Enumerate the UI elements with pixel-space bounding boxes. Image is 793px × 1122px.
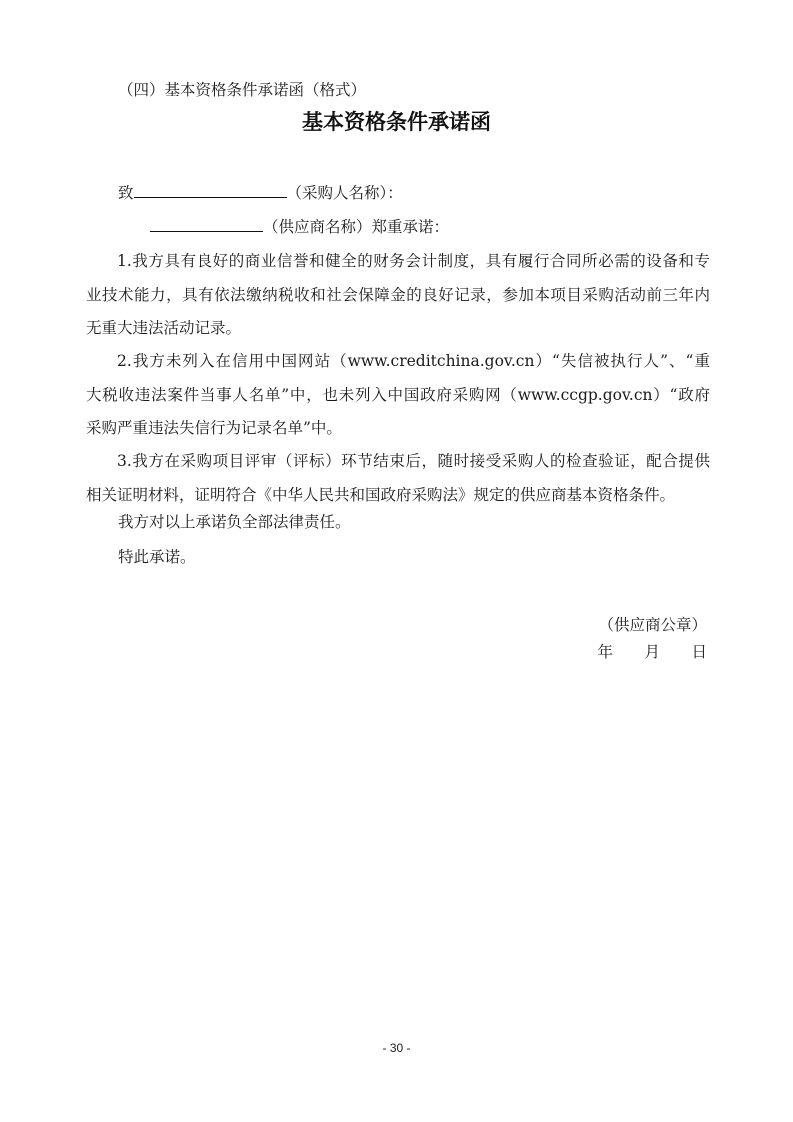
paragraph-line: 相关证明材料，证明符合《中华人民共和国政府采购法》规定的供应商基本资格条件。: [86, 485, 676, 504]
salutation-line: [118, 182, 403, 203]
purchaser-name-blank[interactable]: [134, 182, 287, 198]
paragraph-line: 大税收违法案件当事人名单”中，也未列入中国政府采购网（www.ccgp.gov.cn）“政府: [86, 385, 710, 404]
date-month-label: 月: [644, 643, 660, 661]
commitment-paragraph-1: [86, 245, 710, 346]
section-heading: （四）基本资格条件承诺函（格式）: [118, 81, 367, 99]
supplier-name-blank[interactable]: [150, 216, 263, 232]
supplier-line-suffix: （供应商名称）郑重承诺：: [263, 218, 450, 236]
date-day-label: 日: [691, 643, 707, 661]
signature-date: [566, 642, 707, 662]
paragraph-line: 1.我方具有良好的商业信誉和健全的财务会计制度，具有履行合同所必需的设备和专: [117, 252, 710, 270]
date-year-label: 年: [597, 643, 613, 661]
commitment-closing: 特此承诺。: [118, 548, 196, 566]
supplier-seal-label: （供应商公章）: [598, 616, 707, 634]
page-number: - 30 -: [382, 1041, 411, 1055]
salutation-suffix: （采购人名称）：: [286, 184, 403, 202]
paragraph-line: 无重大违法活动记录。: [86, 319, 242, 337]
salutation-prefix: 致: [118, 184, 134, 202]
liability-statement: 我方对以上承诺负全部法律责任。: [118, 513, 351, 531]
supplier-line: [150, 216, 449, 237]
document-title: 基本资格条件承诺函: [302, 110, 491, 134]
paragraph-line: 2.我方未列入在信用中国网站（www.creditchina.gov.cn）“失信被执行人”、“重: [117, 352, 710, 370]
commitment-paragraph-2: [86, 345, 710, 446]
paragraph-line: 采购严重违法失信行为记录名单”中。: [86, 419, 342, 437]
commitment-paragraph-3: [86, 445, 710, 512]
paragraph-line: 3.我方在采购项目评审（评标）环节结束后，随时接受采购人的检查验证，配合提供: [117, 452, 710, 470]
paragraph-line: 业技术能力，具有依法缴纳税收和社会保障金的良好记录，参加本项目采购活动前三年内: [86, 285, 710, 304]
